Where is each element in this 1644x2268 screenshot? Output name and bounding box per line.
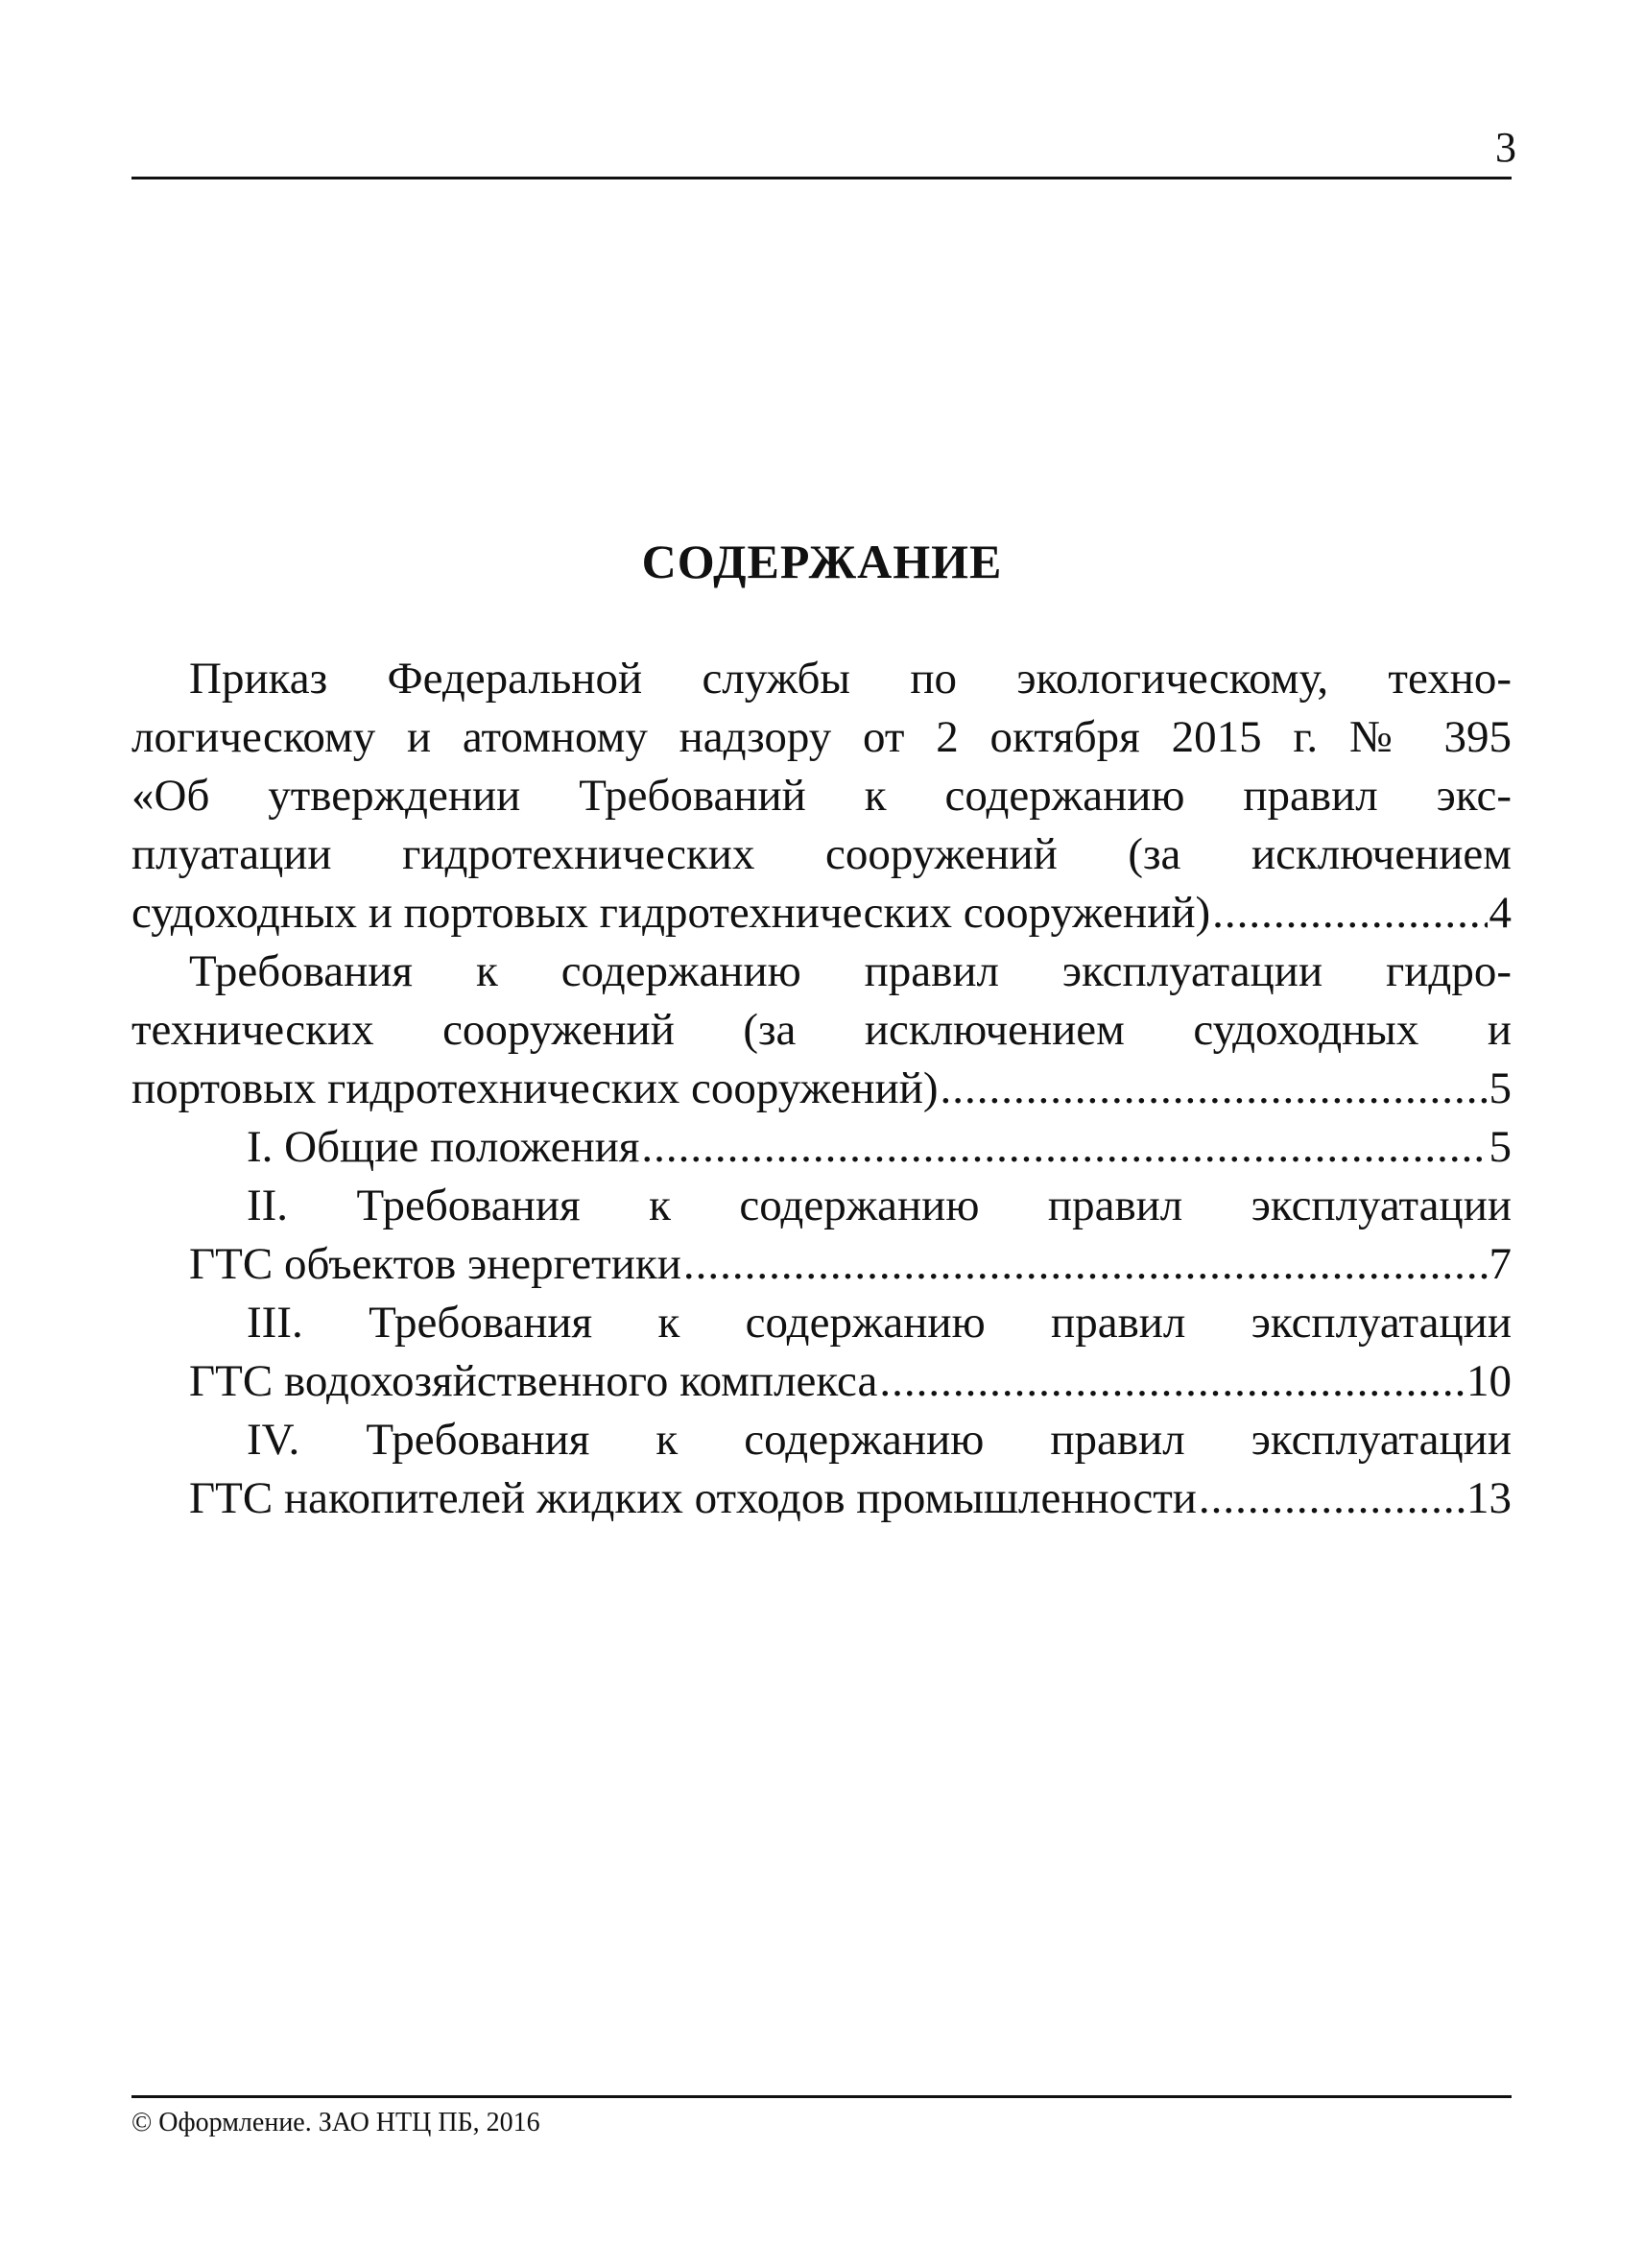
toc-entry-line — [131, 1001, 1512, 1060]
page-number: 3 — [1495, 124, 1516, 171]
toc-dot-leader — [941, 1060, 1488, 1118]
toc-entry-text: II. Требования к содержанию правил эксплуатации — [247, 1181, 1512, 1230]
toc-entry[interactable] — [131, 1060, 1512, 1118]
toc-entry-text: судоходных и портовых гидротехнических сооружений) — [131, 888, 1211, 938]
toc-entry[interactable] — [131, 884, 1512, 943]
toc-dot-leader — [1212, 884, 1487, 943]
toc-entry-text: Приказ Федеральной службы по экологическому, техно- — [189, 654, 1512, 704]
footer-divider — [131, 2095, 1512, 2098]
toc-entry-text: III. Требования к содержанию правил эксплуатации — [247, 1298, 1512, 1348]
toc-entry-line — [131, 767, 1512, 825]
toc-entry-line — [131, 825, 1512, 884]
toc-page-number: 5 — [1489, 1063, 1512, 1113]
toc-dot-leader — [641, 1118, 1487, 1177]
toc-entry-text: «Об утверждении Требований к содержанию правил экс- — [131, 771, 1512, 821]
copyright-notice: © Оформление. ЗАО НТЦ ПБ, 2016 — [131, 2108, 540, 2137]
toc-entry-text: IV. Требования к содержанию правил эксплуатации — [247, 1415, 1512, 1465]
toc-entry-text: ГТС объектов энергетики — [189, 1239, 681, 1289]
toc-entry[interactable] — [131, 1118, 1512, 1177]
toc-entry-text: логическому и атомному надзору от 2 октября 2015 г. № 395 — [131, 712, 1512, 762]
toc-dot-leader — [1199, 1469, 1465, 1528]
toc-page-number: 7 — [1489, 1239, 1512, 1289]
toc-entry-text: портовых гидротехнических сооружений) — [131, 1063, 939, 1113]
toc-entry-line — [131, 1294, 1512, 1352]
toc-entry-line — [131, 943, 1512, 1001]
table-of-contents — [131, 650, 1512, 1528]
toc-page-number: 13 — [1466, 1473, 1512, 1523]
toc-entry[interactable] — [131, 1469, 1512, 1528]
toc-entry-line — [131, 708, 1512, 767]
toc-dot-leader — [683, 1235, 1488, 1294]
toc-page-number: 4 — [1489, 888, 1512, 938]
toc-entry-line — [131, 1411, 1512, 1469]
header-divider — [131, 177, 1512, 179]
toc-page-number: 10 — [1466, 1356, 1512, 1406]
toc-dot-leader — [879, 1352, 1465, 1411]
toc-entry-text: I. Общие положения — [247, 1122, 640, 1172]
toc-entry-line — [131, 1177, 1512, 1235]
toc-entry-text: технических сооружений (за исключением судоходных и — [131, 1005, 1512, 1055]
toc-entry[interactable] — [131, 1352, 1512, 1411]
toc-entry-text: ГТС накопителей жидких отходов промышленности — [189, 1473, 1197, 1523]
toc-title: СОДЕРЖАНИЕ — [641, 535, 1003, 588]
toc-entry[interactable] — [131, 1235, 1512, 1294]
toc-entry-line — [131, 650, 1512, 708]
toc-page-number: 5 — [1489, 1122, 1512, 1172]
toc-entry-text: плуатации гидротехнических сооружений (за исключением — [131, 829, 1512, 879]
toc-entry-text: Требования к содержанию правил эксплуатации гидро- — [189, 946, 1512, 996]
toc-entry-text: ГТС водохозяйственного комплекса — [189, 1356, 878, 1406]
